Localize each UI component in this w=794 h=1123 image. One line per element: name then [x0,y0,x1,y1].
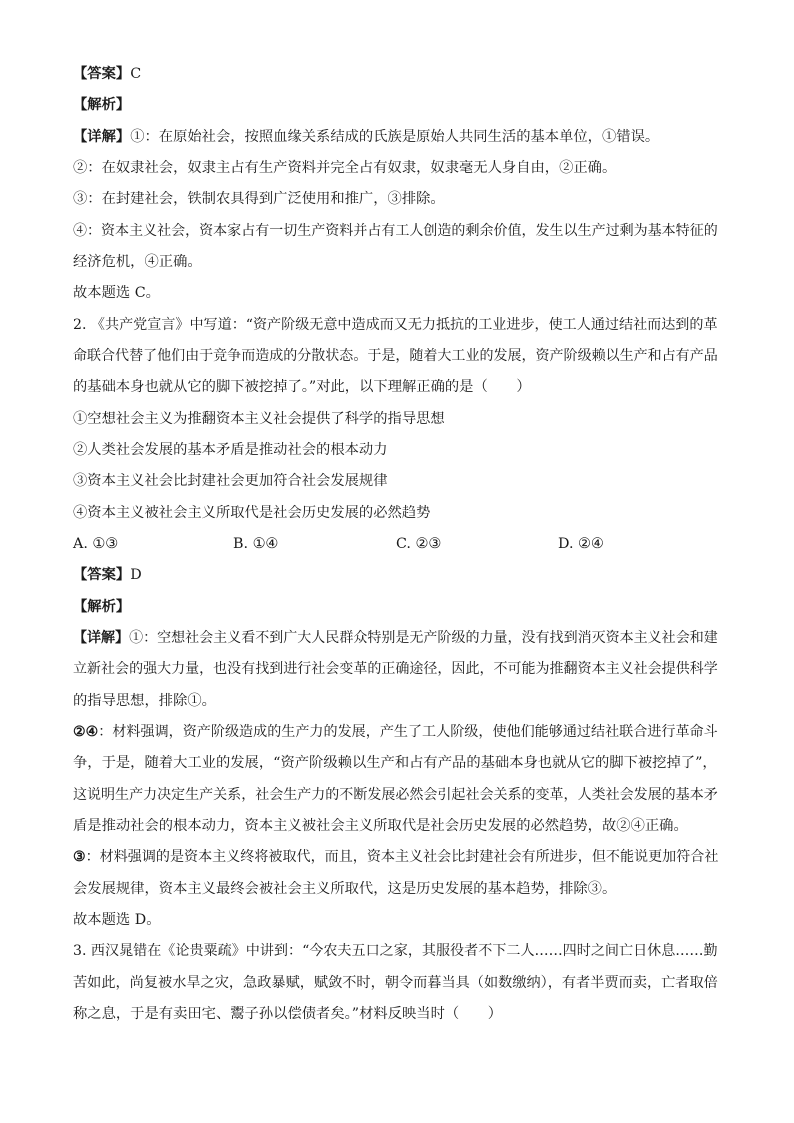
q2-detail-line-3: 的指导思想，排除①。 [73,693,216,709]
q2-p3-line-1 [73,846,718,868]
q1-conclusion: 故本题选 C。 [73,285,160,301]
answer-value: C [130,66,142,82]
q2-conclusion: 故本题选 D。 [73,912,161,928]
detail-text: ①：在原始社会，按照血缘关系结成的氏族是原始人共同生活的基本单位，①错误。 [130,129,660,145]
answer-label: 【答案】 [73,567,131,583]
q2-p3-line-2: 会发展规律，资本主义最终会被社会主义所取代，这是历史发展的基本趋势，排除③。 [73,881,617,897]
detail-text: ①：空想社会主义看不到广大人民群众特别是无产阶级的力量，没有找到消灭资本主义社会和建 [129,630,718,646]
answer-value: D [130,567,142,583]
q2-option-c: C. ②③ [396,536,442,552]
q2-statement-2: ②人类社会发展的基本矛盾是推动社会的根本动力 [73,442,388,458]
p24-label: ②④ [73,724,99,740]
q3-stem-line-1: 3. 西汉晁错在《论贵粟疏》中讲到：“今农夫五口之家，其服役者不下二人……四时之间亡日休息……勤 [73,943,718,959]
q2-stem-line-1: 2. 《共产党宣言》中写道：“资产阶级无意中造成而又无力抵抗的工业进步，使工人通过结社而达到的革 [73,317,718,333]
q2-p24-line-4: 盾是推动社会的根本动力，资本主义被社会主义所取代是社会历史发展的必然趋势，故②④正确。 [73,818,688,834]
q2-p24-line-3: 这说明生产力决定生产关系，社会生产力的不断发展必然会引起社会关系的变革，人类社会发展的基本矛 [73,787,718,803]
detail-label: 【详解】 [73,129,131,145]
p3-label: ③ [73,849,86,865]
q2-statement-3: ③资本主义社会比封建社会更加符合社会发展规律 [73,473,388,489]
q2-analysis-label: 【解析】 [73,599,131,615]
q1-answer [73,63,141,85]
q1-analysis-label: 【解析】 [73,97,131,113]
q1-detail-line-3: ③：在封建社会，铁制农具得到广泛使用和推广，③排除。 [73,191,445,207]
q2-p24-line-1 [73,721,718,743]
q2-option-d: D. ②④ [558,536,604,552]
p3-text: ：材料强调的是资本主义终将被取代，而且，资本主义社会比封建社会有所进步，但不能说更加符合社 [85,849,719,865]
q2-statement-4: ④资本主义被社会主义所取代是社会历史发展的必然趋势 [73,505,431,521]
q2-statement-1: ①空想社会主义为推翻资本主义社会提供了科学的指导思想 [73,411,445,427]
detail-label: 【详解】 [73,630,130,646]
q2-answer [73,564,142,586]
p24-text: ：材料强调，资产阶级造成的生产力的发展，产生了工人阶级，使他们能够通过结社联合进行革命斗 [98,724,718,740]
q2-stem-line-2: 命联合代替了他们由于竞争而造成的分散状态。于是，随着大工业的发展，资产阶级赖以生产和占有产品 [73,348,718,364]
q2-stem-line-3: 的基础本身也就从它的脚下被挖掉了。”对此，以下理解正确的是（ ） [73,379,531,395]
q2-detail-line-2: 立新社会的强大力量，也没有找到进行社会变革的正确途径，因此，不可能为推翻资本主义社会提供科学 [73,661,718,677]
answer-label: 【答案】 [73,66,131,82]
q2-p24-line-2: 争，于是，随着大工业的发展，“资产阶级赖以生产和占有产品的基础本身也就从它的脚下被挖掉了”， [73,755,717,771]
q3-stem-line-2: 苦如此，尚复被水旱之灾，急政暴赋，赋敛不时，朝令而暮当具（如数缴纳），有者半贾而卖，亡者取倍 [73,975,718,991]
q2-option-a: A. ①③ [73,536,119,552]
q1-detail-line-1 [73,126,659,148]
q2-option-b: B. ①④ [233,536,279,552]
q1-detail-line-2: ②：在奴隶社会，奴隶主占有生产资料并完全占有奴隶，奴隶毫无人身自由，②正确。 [73,160,617,176]
q3-stem-line-3: 称之息，于是有卖田宅、鬻子孙以偿债者矣。”材料反映当时（ ） [73,1006,503,1022]
q2-detail-line-1 [73,627,718,649]
q1-detail-line-4: ④：资本主义社会，资本家占有一切生产资料并占有工人创造的剩余价值，发生以生产过剩为基本特征的 [73,223,718,239]
q1-detail-line-5: 经济危机，④正确。 [73,254,202,270]
